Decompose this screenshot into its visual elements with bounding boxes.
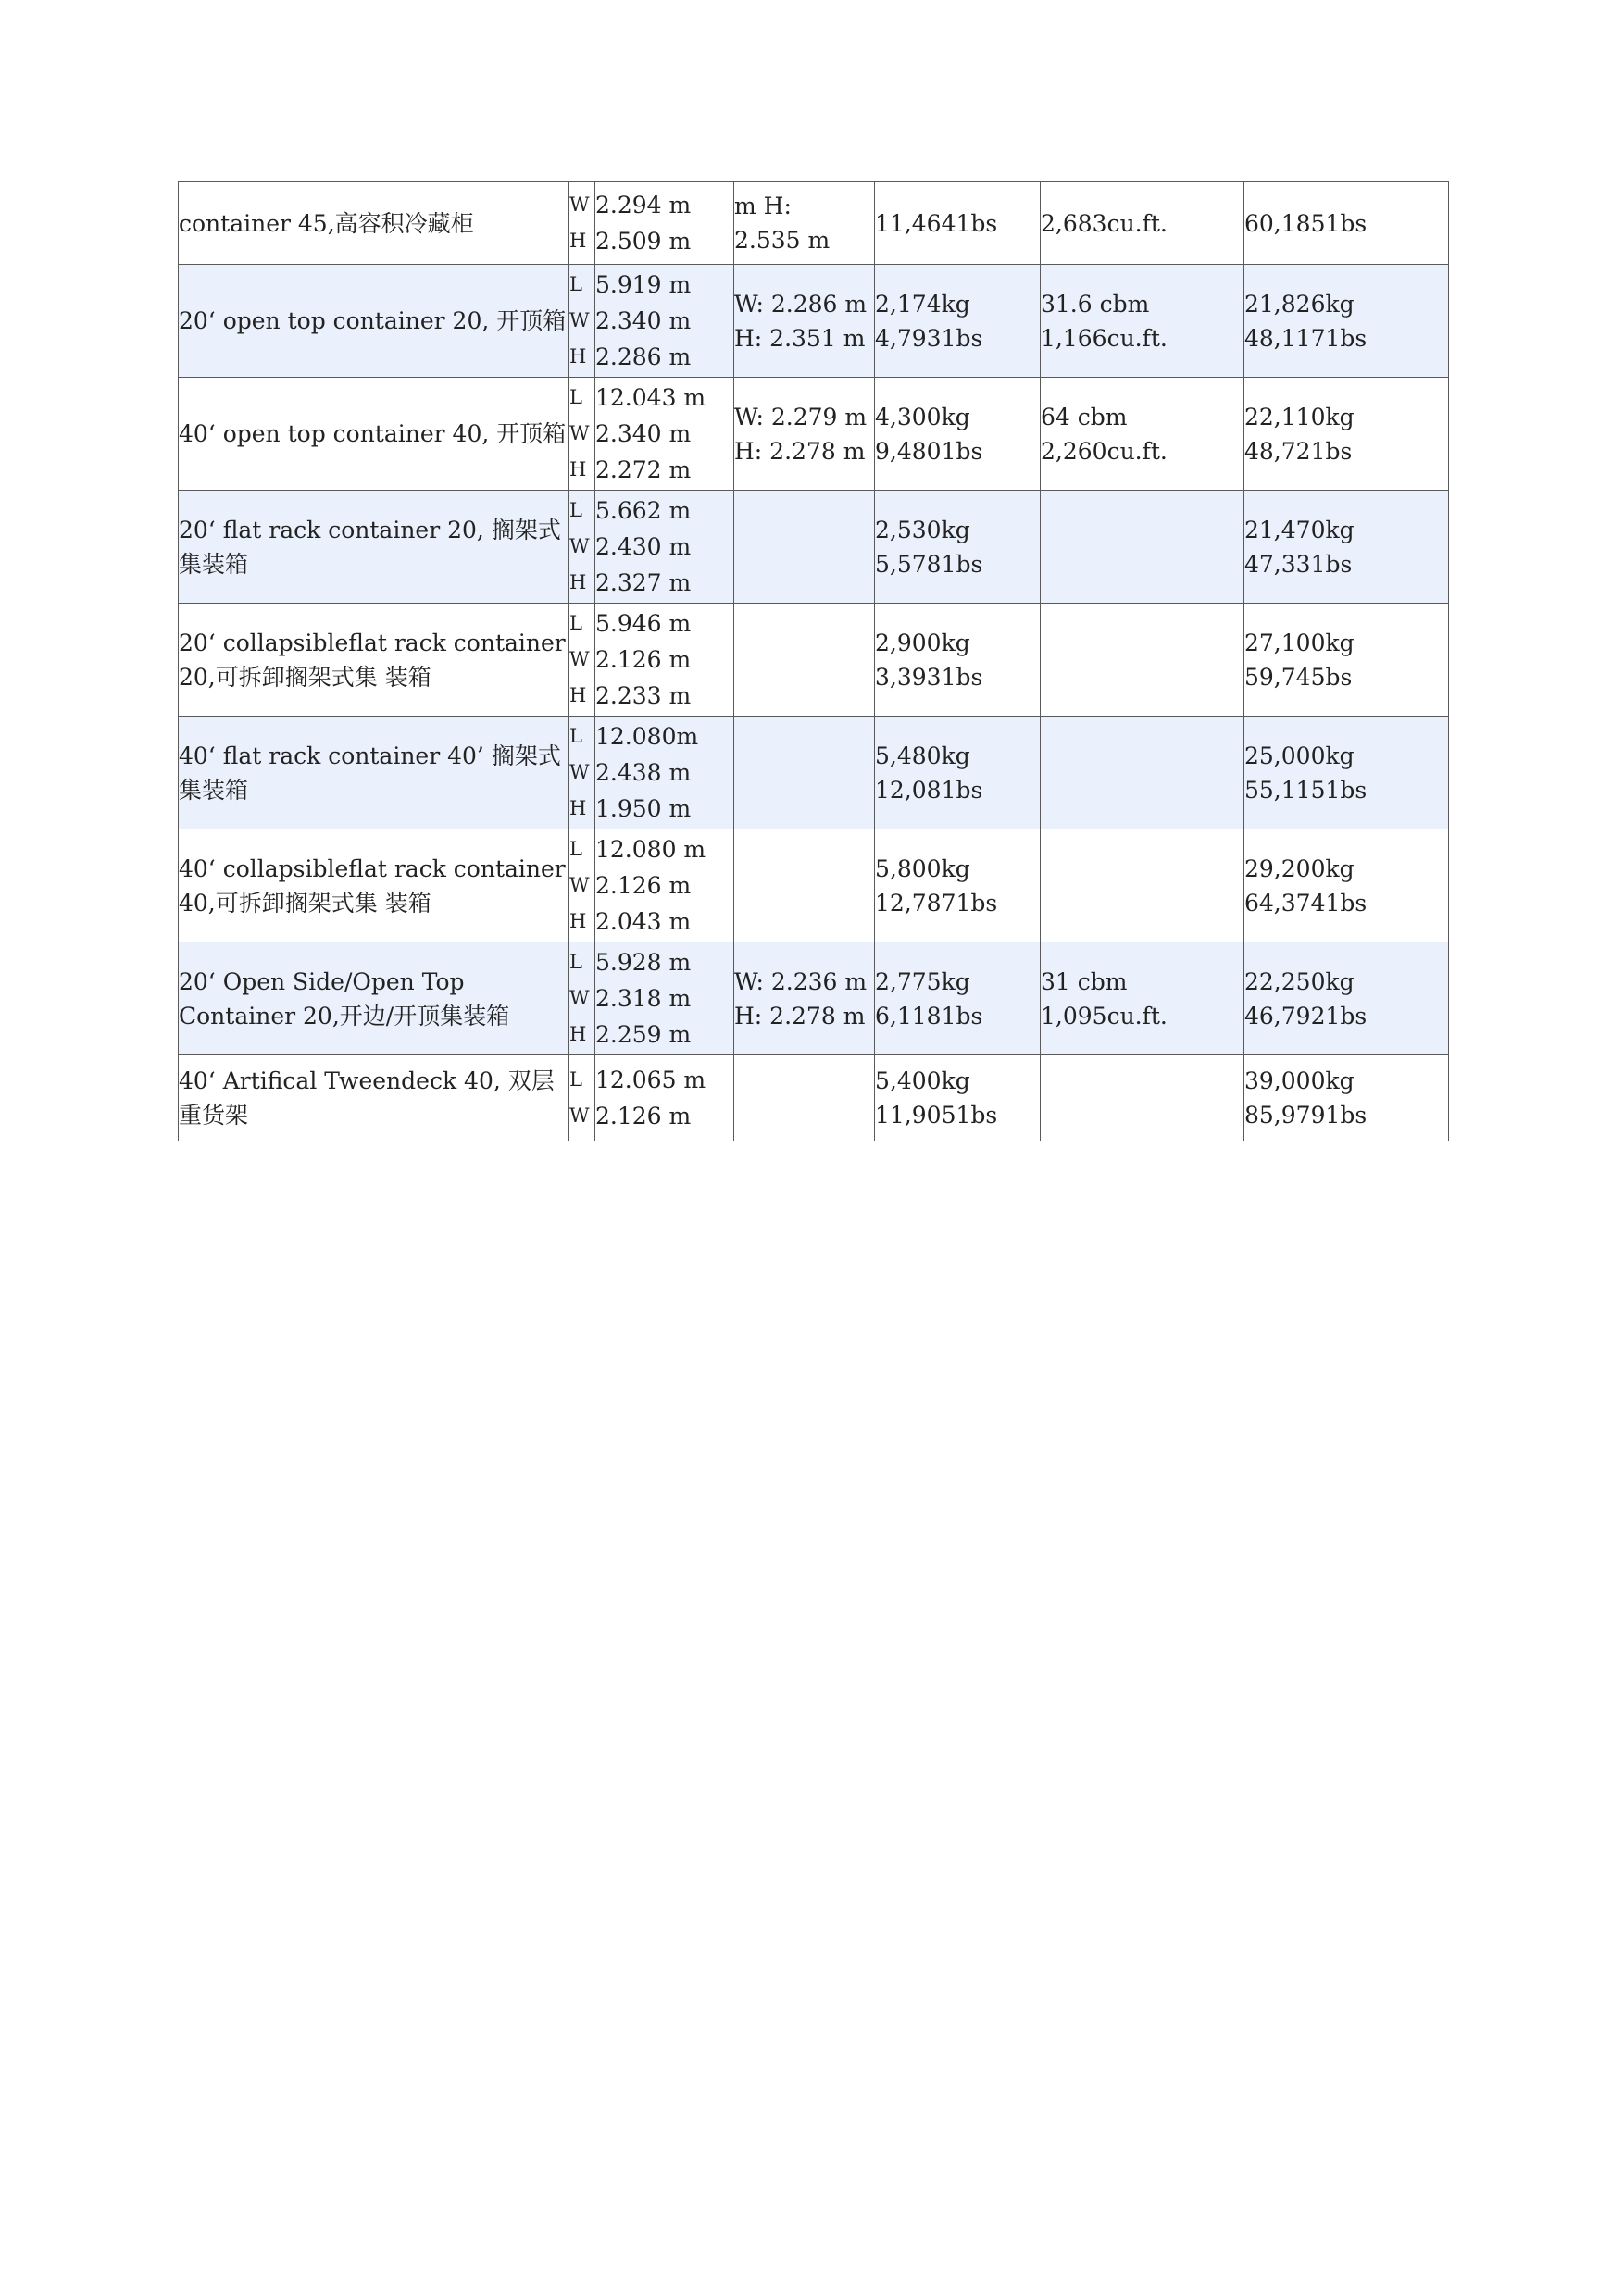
internal-dimensions: 12.043 m 2.340 m 2.272 m — [595, 378, 734, 491]
container-name: container 45,高容积冷藏柜 — [179, 182, 569, 265]
container-name: 20‘ flat rack container 20, 搁架式集装箱 — [179, 491, 569, 604]
dimension-axis-labels: W H — [569, 182, 595, 265]
container-name: 40‘ collapsibleflat rack container 40,可拆卸搁架式集 装箱 — [179, 829, 569, 942]
dimension-axis-labels: L W H — [569, 604, 595, 717]
container-name: 40‘ open top container 40, 开顶箱 — [179, 378, 569, 491]
door-opening — [734, 717, 875, 829]
container-name: 20‘ collapsibleflat rack container 20,可拆卸搁架式集 装箱 — [179, 604, 569, 717]
door-opening — [734, 491, 875, 604]
tare-weight: 11,4641bs — [875, 182, 1041, 265]
table-row — [179, 829, 1449, 942]
max-payload: 39,000kg 85,9791bs — [1244, 1055, 1449, 1141]
max-payload: 21,826kg 48,1171bs — [1244, 265, 1449, 378]
door-opening — [734, 829, 875, 942]
cubic-capacity — [1041, 491, 1244, 604]
internal-dimensions: 5.928 m 2.318 m 2.259 m — [595, 942, 734, 1055]
dimension-axis-labels: L W H — [569, 378, 595, 491]
dimension-axis-labels: L W H — [569, 942, 595, 1055]
container-name: 20‘ open top container 20, 开顶箱 — [179, 265, 569, 378]
door-opening — [734, 604, 875, 717]
table-row — [179, 491, 1449, 604]
tare-weight: 4,300kg 9,4801bs — [875, 378, 1041, 491]
internal-dimensions: 5.662 m 2.430 m 2.327 m — [595, 491, 734, 604]
internal-dimensions: 5.946 m 2.126 m 2.233 m — [595, 604, 734, 717]
dimension-axis-labels: L W H — [569, 265, 595, 378]
dimension-axis-labels: L W H — [569, 829, 595, 942]
container-name: 20‘ Open Side/Open Top Container 20,开边/开顶集装箱 — [179, 942, 569, 1055]
cubic-capacity: 2,683cu.ft. — [1041, 182, 1244, 265]
door-opening: m H: 2.535 m — [734, 182, 875, 265]
cubic-capacity: 31.6 cbm 1,166cu.ft. — [1041, 265, 1244, 378]
dimension-axis-labels: L W H — [569, 491, 595, 604]
cubic-capacity — [1041, 1055, 1244, 1141]
table-row — [179, 265, 1449, 378]
tare-weight: 2,775kg 6,1181bs — [875, 942, 1041, 1055]
door-opening: W: 2.236 m H: 2.278 m — [734, 942, 875, 1055]
cubic-capacity — [1041, 717, 1244, 829]
max-payload: 60,1851bs — [1244, 182, 1449, 265]
dimension-axis-labels: L W H — [569, 717, 595, 829]
internal-dimensions: 5.919 m 2.340 m 2.286 m — [595, 265, 734, 378]
table-row — [179, 182, 1449, 265]
tare-weight: 5,480kg 12,081bs — [875, 717, 1041, 829]
door-opening — [734, 1055, 875, 1141]
table-row — [179, 378, 1449, 491]
max-payload: 29,200kg 64,3741bs — [1244, 829, 1449, 942]
max-payload: 21,470kg 47,331bs — [1244, 491, 1449, 604]
max-payload: 27,100kg 59,745bs — [1244, 604, 1449, 717]
door-opening: W: 2.279 m H: 2.278 m — [734, 378, 875, 491]
dimension-axis-labels: L W — [569, 1055, 595, 1141]
cubic-capacity — [1041, 829, 1244, 942]
internal-dimensions: 2.294 m 2.509 m — [595, 182, 734, 265]
container-name: 40‘ Artifical Tweendeck 40, 双层重货架 — [179, 1055, 569, 1141]
tare-weight: 2,174kg 4,7931bs — [875, 265, 1041, 378]
internal-dimensions: 12.080m 2.438 m 1.950 m — [595, 717, 734, 829]
cubic-capacity: 31 cbm 1,095cu.ft. — [1041, 942, 1244, 1055]
internal-dimensions: 12.065 m 2.126 m — [595, 1055, 734, 1141]
table-row — [179, 604, 1449, 717]
table-row — [179, 1055, 1449, 1141]
internal-dimensions: 12.080 m 2.126 m 2.043 m — [595, 829, 734, 942]
container-name: 40‘ flat rack container 40’ 搁架式集装箱 — [179, 717, 569, 829]
door-opening: W: 2.286 m H: 2.351 m — [734, 265, 875, 378]
tare-weight: 2,530kg 5,5781bs — [875, 491, 1041, 604]
container-spec-table — [178, 181, 1449, 1141]
table-row — [179, 717, 1449, 829]
tare-weight: 5,800kg 12,7871bs — [875, 829, 1041, 942]
tare-weight: 5,400kg 11,9051bs — [875, 1055, 1041, 1141]
cubic-capacity — [1041, 604, 1244, 717]
cubic-capacity: 64 cbm 2,260cu.ft. — [1041, 378, 1244, 491]
max-payload: 22,110kg 48,721bs — [1244, 378, 1449, 491]
tare-weight: 2,900kg 3,3931bs — [875, 604, 1041, 717]
table-body — [179, 182, 1449, 1141]
table-row — [179, 942, 1449, 1055]
max-payload: 25,000kg 55,1151bs — [1244, 717, 1449, 829]
max-payload: 22,250kg 46,7921bs — [1244, 942, 1449, 1055]
